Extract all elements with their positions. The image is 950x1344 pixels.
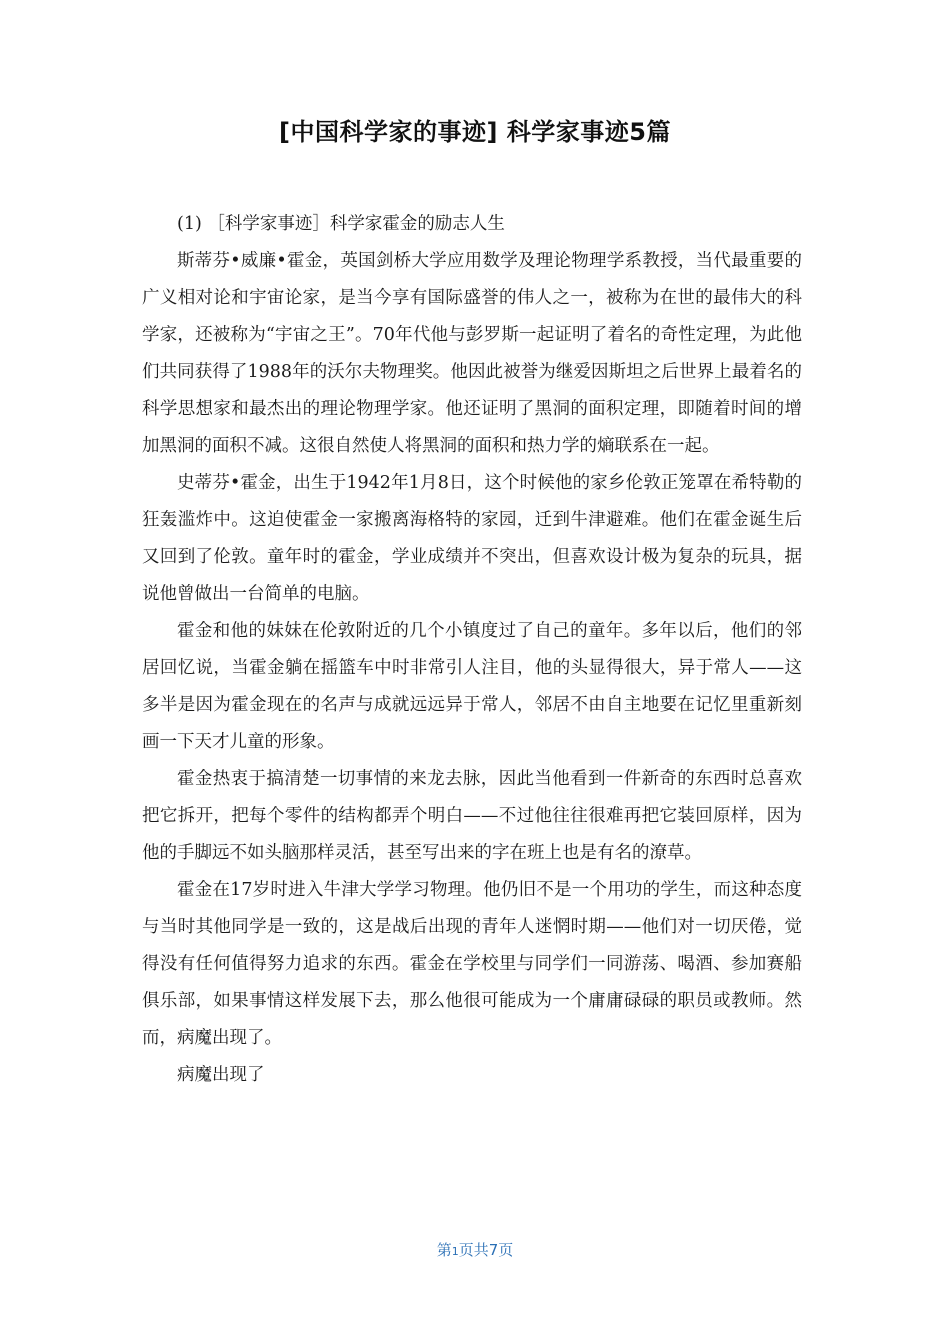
paragraph: 霍金在17岁时进入牛津大学学习物理。他仍旧不是一个用功的学生，而这种态度与当时其他同学是一致的，这是战后出现的青年人迷惘时期——他们对一切厌倦，觉得没有任何值得努力追求的东西。霍金在学校里与同学们一同游荡、喝酒、参加赛船俱乐部，如果事情这样发展下去，那么他很可能成为一个庸庸碌碌的职员或教师。然而，病魔出现了。 bbox=[142, 880, 802, 1048]
footer-suffix: 页 bbox=[498, 1241, 514, 1259]
paragraph: 斯蒂芬•威廉•霍金，英国剑桥大学应用数学及理论物理学系教授，当代最重要的广义相对论和宇宙论家，是当今享有国际盛誉的伟人之一，被称为在世的最伟大的科学家，还被称为“宇宙之王”。70年代他与彭罗斯一起证明了着名的奇性定理，为此他们共同获得了1988年的沃尔夫物理奖。他因此被誉为继爱因斯坦之后世界上最着名的科学思想家和最杰出的理论物理学家。他还证明了黑洞的面积定理，即随着时间的增加黑洞的面积不减。这很自然使人将黑洞的面积和热力学的熵联系在一起。 bbox=[142, 251, 802, 456]
footer-middle: 页共 bbox=[458, 1241, 489, 1259]
page-footer bbox=[0, 1238, 950, 1264]
paragraph: 病魔出现了 bbox=[177, 1065, 265, 1085]
paragraph: 霍金和他的妹妹在伦敦附近的几个小镇度过了自己的童年。多年以后，他们的邻居回忆说，当霍金躺在摇篮车中时非常引人注目，他的头显得很大，异于常人——这多半是因为霍金现在的名声与成就远远异于常人，邻居不由自主地要在记忆里重新刻画一下天才儿童的形象。 bbox=[142, 621, 802, 752]
document-title: [中国科学家的事迹] 科学家事迹5篇 bbox=[279, 118, 671, 146]
footer-prefix: 第 bbox=[436, 1241, 452, 1259]
footer-total-pages: 7 bbox=[488, 1241, 499, 1259]
footer-page-number: 1 bbox=[451, 1245, 459, 1258]
paragraph: 史蒂芬•霍金，出生于1942年1月8日，这个时候他的家乡伦敦正笼罩在希特勒的狂轰滥炸中。这迫使霍金一家搬离海格特的家园，迁到牛津避难。他们在霍金诞生后又回到了伦敦。童年时的霍金，学业成绩并不突出，但喜欢设计极为复杂的玩具，据说他曾做出一台简单的电脑。 bbox=[142, 473, 802, 604]
paragraph: 霍金热衷于搞清楚一切事情的来龙去脉，因此当他看到一件新奇的东西时总喜欢把它拆开，把每个零件的结构都弄个明白——不过他往往很难再把它装回原样，因为他的手脚远不如头脑那样灵活，甚至写出来的字在班上也是有名的潦草。 bbox=[142, 769, 802, 863]
document-body bbox=[142, 206, 802, 1094]
section-heading: (1) ［科学家事迹］科学家霍金的励志人生 bbox=[177, 214, 505, 234]
